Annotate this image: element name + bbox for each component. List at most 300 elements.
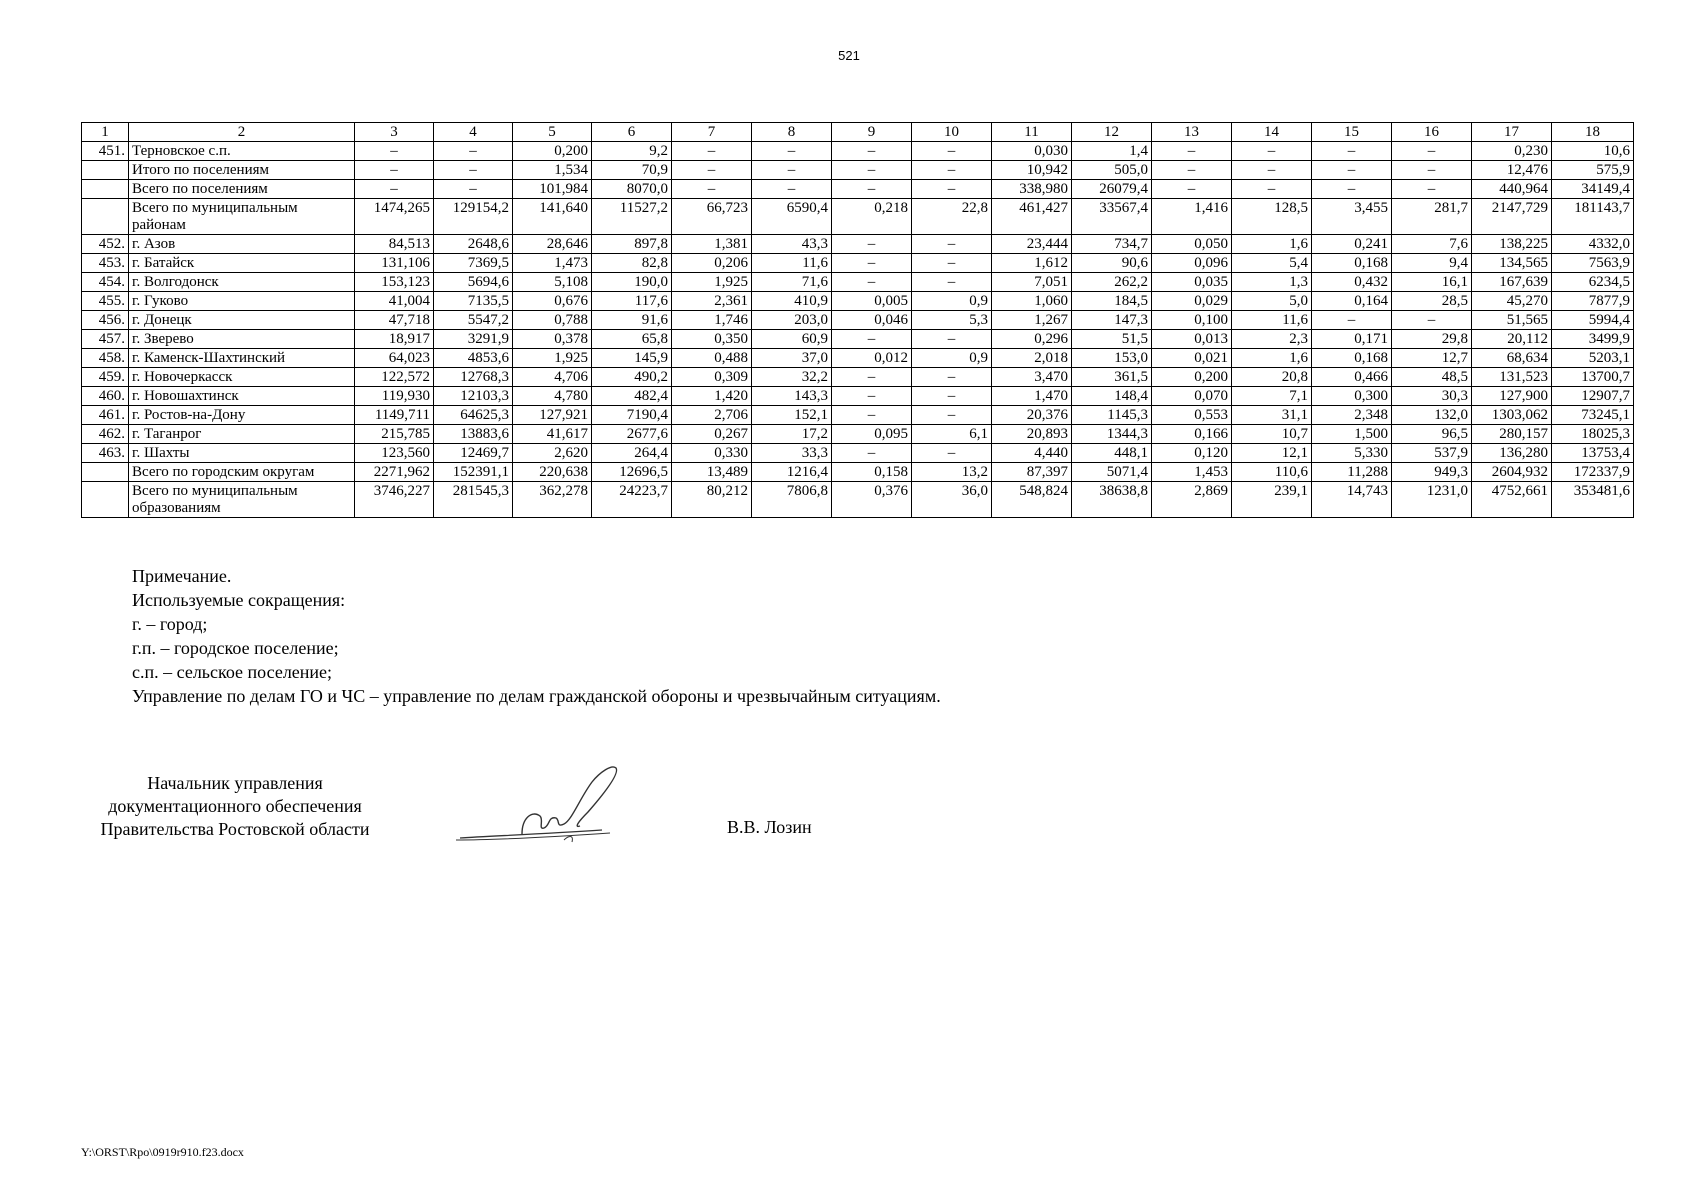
column-header: 15 [1312, 123, 1392, 142]
table-cell: 505,0 [1072, 161, 1152, 180]
table-cell: 0,9 [912, 292, 992, 311]
table-cell: – [912, 444, 992, 463]
table-cell: 73245,1 [1552, 406, 1634, 425]
table-cell: 9,2 [592, 142, 672, 161]
row-number-cell: 454. [82, 273, 129, 292]
table-cell: 47,718 [355, 311, 434, 330]
table-cell: 136,280 [1472, 444, 1552, 463]
note-line-abbreviations: Используемые сокращения: [132, 590, 346, 610]
table-cell: – [672, 161, 752, 180]
table-cell: 0,095 [832, 425, 912, 444]
table-cell: 82,8 [592, 254, 672, 273]
table-cell: 0,466 [1312, 368, 1392, 387]
table-cell: – [832, 387, 912, 406]
table-cell: 1,4 [1072, 142, 1152, 161]
table-cell: – [355, 142, 434, 161]
table-cell: 203,0 [752, 311, 832, 330]
table-cell: 5,4 [1232, 254, 1312, 273]
table-cell: 4,440 [992, 444, 1072, 463]
table-cell: 119,930 [355, 387, 434, 406]
table-cell: 353481,6 [1552, 482, 1634, 518]
table-cell: 64625,3 [434, 406, 513, 425]
table-cell: 70,9 [592, 161, 672, 180]
table-cell: 1145,3 [1072, 406, 1152, 425]
table-cell: 0,171 [1312, 330, 1392, 349]
table-row-458 [82, 349, 1634, 368]
table-cell: 0,021 [1152, 349, 1232, 368]
table-cell: 129154,2 [434, 199, 513, 235]
table-cell: 12,7 [1392, 349, 1472, 368]
table-cell: 10,942 [992, 161, 1072, 180]
table-row-total-settlements-itogo [82, 161, 1634, 180]
table-cell: – [434, 161, 513, 180]
table-cell: 7563,9 [1552, 254, 1634, 273]
table-cell: 7,1 [1232, 387, 1312, 406]
table-cell: 0,013 [1152, 330, 1232, 349]
table-cell: 0,168 [1312, 254, 1392, 273]
table-cell: – [832, 161, 912, 180]
column-header: 17 [1472, 123, 1552, 142]
table-cell: 0,267 [672, 425, 752, 444]
table-cell: – [912, 368, 992, 387]
table-cell: 37,0 [752, 349, 832, 368]
table-cell: 4332,0 [1552, 235, 1634, 254]
notes-section [132, 564, 941, 708]
table-cell: 1,500 [1312, 425, 1392, 444]
table-cell: – [832, 368, 912, 387]
table-cell: 38638,8 [1072, 482, 1152, 518]
column-header: 6 [592, 123, 672, 142]
table-cell: 0,200 [1152, 368, 1232, 387]
table-cell: 18025,3 [1552, 425, 1634, 444]
table-cell: 2,018 [992, 349, 1072, 368]
table-cell: 4752,661 [1472, 482, 1552, 518]
table-cell: 0,296 [992, 330, 1072, 349]
row-number-cell: 457. [82, 330, 129, 349]
row-label-cell: г. Гуково [129, 292, 355, 311]
table-cell: 0,166 [1152, 425, 1232, 444]
table-cell: 33,3 [752, 444, 832, 463]
table-cell: 0,241 [1312, 235, 1392, 254]
table-cell: 30,3 [1392, 387, 1472, 406]
table-cell: 71,6 [752, 273, 832, 292]
table-cell: – [355, 180, 434, 199]
table-cell: 7,6 [1392, 235, 1472, 254]
table-cell: 34149,4 [1552, 180, 1634, 199]
table-cell: 5203,1 [1552, 349, 1634, 368]
row-number-cell: 460. [82, 387, 129, 406]
data-table [81, 122, 1634, 518]
table-cell: 5,108 [513, 273, 592, 292]
table-row-total-city-districts [82, 463, 1634, 482]
table-cell: 0,788 [513, 311, 592, 330]
table-cell: 65,8 [592, 330, 672, 349]
table-cell: – [752, 142, 832, 161]
table-cell: 2,620 [513, 444, 592, 463]
table-cell: 5694,6 [434, 273, 513, 292]
row-number-cell [82, 482, 129, 518]
table-cell: 60,9 [752, 330, 832, 349]
table-cell: 172337,9 [1552, 463, 1634, 482]
table-cell: 20,112 [1472, 330, 1552, 349]
row-label-cell: г. Каменск-Шахтинский [129, 349, 355, 368]
table-cell: 12,1 [1232, 444, 1312, 463]
table-cell: 1,420 [672, 387, 752, 406]
table-cell: 1,267 [992, 311, 1072, 330]
table-cell: 734,7 [1072, 235, 1152, 254]
table-cell: 2648,6 [434, 235, 513, 254]
table-cell: 1,6 [1232, 235, 1312, 254]
table-cell: 28,646 [513, 235, 592, 254]
row-number-cell: 463. [82, 444, 129, 463]
table-cell: 12907,7 [1552, 387, 1634, 406]
table-cell: 0,168 [1312, 349, 1392, 368]
table-cell: 8070,0 [592, 180, 672, 199]
table-cell: – [752, 180, 832, 199]
table-cell: 0,206 [672, 254, 752, 273]
row-label-cell: г. Новошахтинск [129, 387, 355, 406]
table-cell: 45,270 [1472, 292, 1552, 311]
table-cell: – [832, 180, 912, 199]
table-cell: – [1232, 142, 1312, 161]
table-cell: 131,106 [355, 254, 434, 273]
table-cell: 11,6 [752, 254, 832, 273]
table-cell: 0,046 [832, 311, 912, 330]
table-cell: – [355, 161, 434, 180]
table-cell: 220,638 [513, 463, 592, 482]
column-header: 5 [513, 123, 592, 142]
table-cell: 0,300 [1312, 387, 1392, 406]
table-cell: 7877,9 [1552, 292, 1634, 311]
table-cell: 490,2 [592, 368, 672, 387]
row-number-cell: 461. [82, 406, 129, 425]
table-cell: 5,330 [1312, 444, 1392, 463]
table-cell: 0,330 [672, 444, 752, 463]
table-cell: 0,158 [832, 463, 912, 482]
signatory-title-line: документационного обеспечения [108, 796, 362, 816]
table-cell: 0,488 [672, 349, 752, 368]
table-cell: 410,9 [752, 292, 832, 311]
table-cell: 3499,9 [1552, 330, 1634, 349]
table-cell: – [912, 235, 992, 254]
table-cell: 2604,932 [1472, 463, 1552, 482]
table-cell: – [912, 330, 992, 349]
table-cell: 897,8 [592, 235, 672, 254]
table-cell: 11527,2 [592, 199, 672, 235]
table-cell: 1,470 [992, 387, 1072, 406]
table-cell: 1,473 [513, 254, 592, 273]
table-cell: 24223,7 [592, 482, 672, 518]
table-cell: 0,035 [1152, 273, 1232, 292]
table-cell: 7,051 [992, 273, 1072, 292]
table-cell: 1,6 [1232, 349, 1312, 368]
table-cell: 51,5 [1072, 330, 1152, 349]
column-header: 7 [672, 123, 752, 142]
table-cell: 80,212 [672, 482, 752, 518]
row-label-cell: г. Волгодонск [129, 273, 355, 292]
table-cell: 184,5 [1072, 292, 1152, 311]
row-label-cell: г. Новочеркасск [129, 368, 355, 387]
row-number-cell: 459. [82, 368, 129, 387]
table-cell: – [1312, 311, 1392, 330]
column-header: 18 [1552, 123, 1634, 142]
file-path-footer: Y:\ORST\Rpo\0919r910.f23.docx [81, 1145, 244, 1159]
table-cell: 0,100 [1152, 311, 1232, 330]
row-number-cell [82, 180, 129, 199]
row-label-cell: Всего по муниципальным образованиям [129, 482, 355, 518]
table-cell: 0,309 [672, 368, 752, 387]
table-cell: 167,639 [1472, 273, 1552, 292]
table-cell: 215,785 [355, 425, 434, 444]
row-number-cell: 455. [82, 292, 129, 311]
table-cell: 7190,4 [592, 406, 672, 425]
table-cell: 1303,062 [1472, 406, 1552, 425]
table-row-451 [82, 142, 1634, 161]
table-cell: 3291,9 [434, 330, 513, 349]
table-cell: 7135,5 [434, 292, 513, 311]
table-cell: 181143,7 [1552, 199, 1634, 235]
table-cell: 2677,6 [592, 425, 672, 444]
table-cell: 122,572 [355, 368, 434, 387]
table-cell: – [912, 142, 992, 161]
table-cell: 7369,5 [434, 254, 513, 273]
column-header: 12 [1072, 123, 1152, 142]
table-cell: 123,560 [355, 444, 434, 463]
note-line-rural-settlement: с.п. – сельское поселение; [132, 662, 333, 682]
table-cell: 5,3 [912, 311, 992, 330]
table-cell: 11,288 [1312, 463, 1392, 482]
table-cell: 4,780 [513, 387, 592, 406]
table-cell: 281545,3 [434, 482, 513, 518]
table-cell: 153,0 [1072, 349, 1152, 368]
row-number-cell: 458. [82, 349, 129, 368]
note-line-urban-settlement: г.п. – городское поселение; [132, 638, 339, 658]
table-cell: 51,565 [1472, 311, 1552, 330]
row-number-cell: 453. [82, 254, 129, 273]
table-header-row [82, 123, 1634, 142]
row-number-cell: 462. [82, 425, 129, 444]
table-cell: 0,218 [832, 199, 912, 235]
table-cell: 18,917 [355, 330, 434, 349]
row-number-cell: 451. [82, 142, 129, 161]
table-cell: 2271,962 [355, 463, 434, 482]
table-cell: 0,070 [1152, 387, 1232, 406]
note-line-city: г. – город; [132, 614, 208, 634]
table-cell: 0,676 [513, 292, 592, 311]
table-cell: 11,6 [1232, 311, 1312, 330]
table-row-460 [82, 387, 1634, 406]
row-label-cell: г. Ростов-на-Дону [129, 406, 355, 425]
table-row-461 [82, 406, 1634, 425]
table-cell: 949,3 [1392, 463, 1472, 482]
table-cell: 2,869 [1152, 482, 1232, 518]
table-cell: 1,612 [992, 254, 1072, 273]
table-cell: – [832, 330, 912, 349]
table-cell: – [912, 180, 992, 199]
table-cell: 33567,4 [1072, 199, 1152, 235]
table-cell: 87,397 [992, 463, 1072, 482]
table-cell: 1474,265 [355, 199, 434, 235]
table-cell: 10,7 [1232, 425, 1312, 444]
column-header: 9 [832, 123, 912, 142]
row-number-cell [82, 199, 129, 235]
table-cell: 66,723 [672, 199, 752, 235]
table-cell: 0,005 [832, 292, 912, 311]
table-cell: 0,376 [832, 482, 912, 518]
table-row-total-settlements-vsego [82, 180, 1634, 199]
row-number-cell: 456. [82, 311, 129, 330]
table-cell: 0,050 [1152, 235, 1232, 254]
table-cell: 31,1 [1232, 406, 1312, 425]
table-cell: 90,6 [1072, 254, 1152, 273]
table-cell: 3,455 [1312, 199, 1392, 235]
table-cell: – [1392, 311, 1472, 330]
table-cell: 13883,6 [434, 425, 513, 444]
table-cell: – [912, 161, 992, 180]
table-cell: 32,2 [752, 368, 832, 387]
row-label-cell: г. Таганрог [129, 425, 355, 444]
table-cell: 5071,4 [1072, 463, 1152, 482]
table-cell: 1149,711 [355, 406, 434, 425]
table-cell: – [912, 273, 992, 292]
table-row-454 [82, 273, 1634, 292]
table-cell: 101,984 [513, 180, 592, 199]
column-header: 10 [912, 123, 992, 142]
table-cell: – [672, 142, 752, 161]
signatory-title-line: Правительства Ростовской области [100, 819, 370, 839]
table-cell: – [1232, 161, 1312, 180]
table-cell: 6590,4 [752, 199, 832, 235]
table-cell: 0,200 [513, 142, 592, 161]
table-cell: 448,1 [1072, 444, 1152, 463]
row-number-cell [82, 463, 129, 482]
table-cell: 1,925 [672, 273, 752, 292]
table-cell: – [1392, 161, 1472, 180]
table-cell: 5547,2 [434, 311, 513, 330]
table-cell: 128,5 [1232, 199, 1312, 235]
table-cell: 17,2 [752, 425, 832, 444]
table-cell: 262,2 [1072, 273, 1152, 292]
table-cell: – [1392, 180, 1472, 199]
table-cell: 13753,4 [1552, 444, 1634, 463]
table-cell: 2147,729 [1472, 199, 1552, 235]
table-cell: 4,706 [513, 368, 592, 387]
table-cell: 20,893 [992, 425, 1072, 444]
row-number-cell [82, 161, 129, 180]
signer-name: В.В. Лозин [727, 817, 812, 837]
table-row-452 [82, 235, 1634, 254]
table-cell: 280,157 [1472, 425, 1552, 444]
row-label-cell: г. Зверево [129, 330, 355, 349]
column-header: 14 [1232, 123, 1312, 142]
table-cell: 0,350 [672, 330, 752, 349]
table-cell: 134,565 [1472, 254, 1552, 273]
table-cell: 147,3 [1072, 311, 1152, 330]
table-cell: – [912, 254, 992, 273]
table-cell: 2,706 [672, 406, 752, 425]
table-row-455 [82, 292, 1634, 311]
table-cell: – [912, 387, 992, 406]
table-cell: 1,746 [672, 311, 752, 330]
notes-title: Примечание. [132, 566, 232, 586]
table-cell: 0,012 [832, 349, 912, 368]
table-cell: 143,3 [752, 387, 832, 406]
table-cell: 1,534 [513, 161, 592, 180]
table-cell: 1,060 [992, 292, 1072, 311]
table-cell: – [832, 142, 912, 161]
table-cell: 148,4 [1072, 387, 1152, 406]
table-cell: 132,0 [1392, 406, 1472, 425]
table-cell: 84,513 [355, 235, 434, 254]
table-cell: 41,004 [355, 292, 434, 311]
table-cell: 482,4 [592, 387, 672, 406]
table-cell: – [1392, 142, 1472, 161]
table-cell: 110,6 [1232, 463, 1312, 482]
table-cell: 1,381 [672, 235, 752, 254]
table-cell: 4853,6 [434, 349, 513, 368]
table-cell: – [1232, 180, 1312, 199]
table-cell: 1231,0 [1392, 482, 1472, 518]
table-cell: 0,378 [513, 330, 592, 349]
table-cell: 190,0 [592, 273, 672, 292]
table-row-total-municipal-formations [82, 482, 1634, 518]
table-cell: 13,489 [672, 463, 752, 482]
table-cell: 2,3 [1232, 330, 1312, 349]
table-cell: 141,640 [513, 199, 592, 235]
table-cell: 22,8 [912, 199, 992, 235]
table-cell: 1216,4 [752, 463, 832, 482]
column-header: 11 [992, 123, 1072, 142]
column-header: 3 [355, 123, 434, 142]
table-cell: – [912, 406, 992, 425]
table-cell: – [1152, 142, 1232, 161]
table-cell: 26079,4 [1072, 180, 1152, 199]
row-label-cell: Всего по поселениям [129, 180, 355, 199]
table-cell: 362,278 [513, 482, 592, 518]
table-cell: 2,361 [672, 292, 752, 311]
note-line-civil-defense: Управление по делам ГО и ЧС – управление по делам гражданской обороны и чрезвычайным ситуациям. [132, 686, 941, 706]
table-cell: 338,980 [992, 180, 1072, 199]
table-cell: 153,123 [355, 273, 434, 292]
table-cell: 1344,3 [1072, 425, 1152, 444]
table-cell: 127,900 [1472, 387, 1552, 406]
column-header: 8 [752, 123, 832, 142]
table-cell: 43,3 [752, 235, 832, 254]
table-cell: 41,617 [513, 425, 592, 444]
table-row-457 [82, 330, 1634, 349]
table-cell: 117,6 [592, 292, 672, 311]
table-cell: 2,348 [1312, 406, 1392, 425]
row-label-cell: Всего по муниципальным районам [129, 199, 355, 235]
signatory-title [60, 772, 410, 841]
table-cell: 131,523 [1472, 368, 1552, 387]
row-label-cell: Итого по поселениям [129, 161, 355, 180]
table-cell: – [832, 254, 912, 273]
table-cell: – [434, 142, 513, 161]
table-cell: 68,634 [1472, 349, 1552, 368]
table-cell: 1,453 [1152, 463, 1232, 482]
table-cell: 9,4 [1392, 254, 1472, 273]
table-cell: 13,2 [912, 463, 992, 482]
table-cell: 13700,7 [1552, 368, 1634, 387]
table-row-463 [82, 444, 1634, 463]
column-header: 16 [1392, 123, 1472, 142]
table-cell: – [1312, 142, 1392, 161]
table-cell: 537,9 [1392, 444, 1472, 463]
table-cell: 96,5 [1392, 425, 1472, 444]
table-cell: – [752, 161, 832, 180]
column-header: 2 [129, 123, 355, 142]
